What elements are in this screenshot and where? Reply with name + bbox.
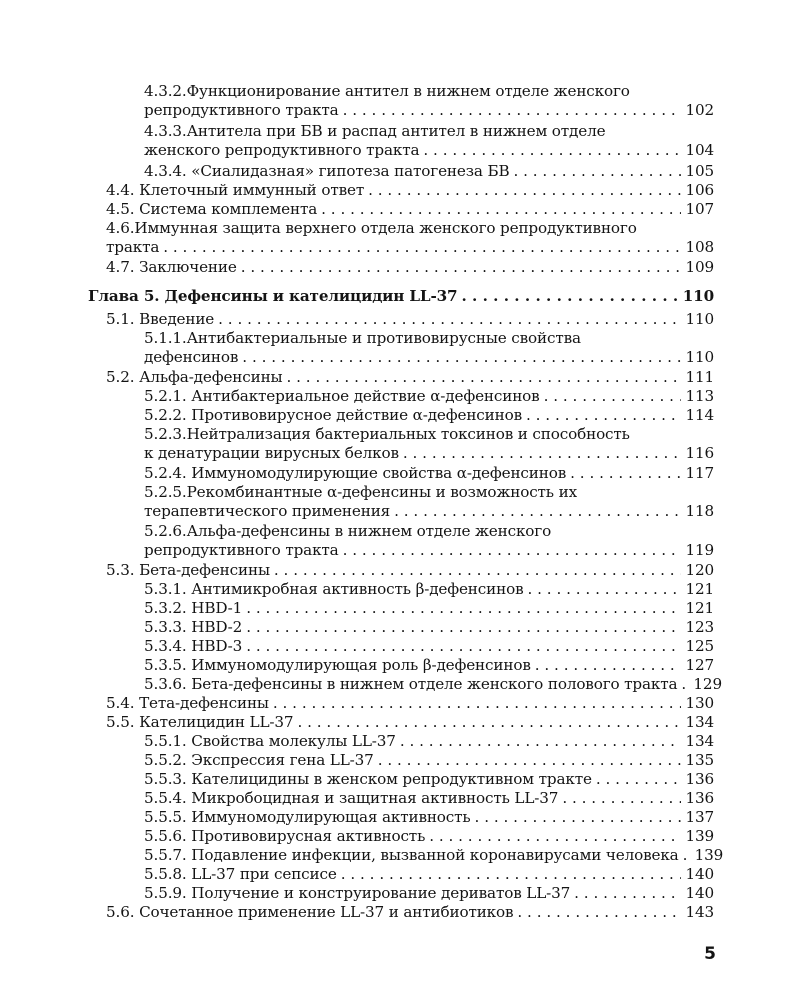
toc-entry-title: Кателицидины в женском репродуктивном тракте <box>191 770 592 788</box>
toc-entry-title: Нейтрализация бактериальных токсинов и способность <box>186 425 630 443</box>
toc-entry-number: 5.2.4. <box>144 464 187 482</box>
toc-entry-page: 111 <box>685 368 714 386</box>
toc-entry-number: 5.5.2. <box>144 751 187 769</box>
dot-leader <box>246 599 681 618</box>
toc-entry-number: 5.5.7. <box>144 846 187 864</box>
toc-entry-line <box>144 599 714 618</box>
toc-entry-page: 139 <box>685 827 714 845</box>
toc-entry-line <box>144 846 724 865</box>
toc-entry-continuation: дефенсинов <box>144 348 239 366</box>
toc-entry-line <box>106 903 714 922</box>
page-number: 5 <box>704 944 716 964</box>
toc-entry-line <box>144 162 714 181</box>
toc-entry-continuation: к денатурации вирусных белков <box>144 444 399 462</box>
toc-entry[interactable] <box>144 637 714 656</box>
toc-entry-last-line <box>144 541 714 560</box>
toc-entry-number: 4.4. <box>106 181 135 199</box>
toc-entry[interactable] <box>144 122 714 160</box>
toc-entry-line <box>144 751 714 770</box>
toc-entry[interactable] <box>106 368 714 387</box>
toc-entry-page: 119 <box>685 541 714 559</box>
toc-entry-first-line <box>144 329 714 348</box>
toc-entry-number: 5.3.3. <box>144 618 187 636</box>
toc-entry[interactable] <box>144 580 714 599</box>
toc-entry-title: Бета-дефенсины в нижнем отделе женского полового тракта <box>191 675 678 693</box>
dot-leader <box>343 541 682 560</box>
toc-entry-line <box>144 464 714 483</box>
dot-leader <box>544 387 682 406</box>
dot-leader <box>526 406 681 425</box>
toc-entry-title: Сочетанное применение LL-37 и антибиотиков <box>139 903 514 921</box>
toc-entry-page: 116 <box>685 444 714 462</box>
toc-entry[interactable] <box>106 713 714 732</box>
dot-leader <box>400 732 682 751</box>
toc-entry-number: 5.5.5. <box>144 808 187 826</box>
toc-entry-title: Противовирусное действие α-дефенсинов <box>191 406 522 424</box>
toc-entry-line <box>144 865 714 884</box>
dot-leader <box>562 789 681 808</box>
toc-entry-number: 5.5.6. <box>144 827 187 845</box>
toc-entry-page: 143 <box>685 903 714 921</box>
toc-entry-title: «Сиалидазная» гипотеза патогенеза БВ <box>191 162 510 180</box>
toc-entry-continuation: тракта <box>106 238 160 256</box>
toc-entry[interactable] <box>144 808 714 827</box>
toc-entry[interactable] <box>144 865 714 884</box>
toc-entry-number: 4.3.4. <box>144 162 187 180</box>
toc-entry-line <box>144 827 714 846</box>
dot-leader <box>163 238 681 257</box>
toc-entry[interactable] <box>106 694 714 713</box>
toc-entry-page: 121 <box>685 580 714 598</box>
toc-entry-line <box>106 258 714 277</box>
toc-entry-title: HBD-3 <box>191 637 243 655</box>
toc-entry-first-line <box>144 425 714 444</box>
dot-leader <box>321 200 681 219</box>
toc-entry-number: 4.5. <box>106 200 135 218</box>
toc-entry-line <box>106 310 714 329</box>
dot-leader <box>341 865 682 884</box>
dot-leader <box>517 903 681 922</box>
toc-entry-number: 5.5.1. <box>144 732 187 750</box>
toc-entry[interactable] <box>144 425 714 463</box>
toc-entry-number: 5.2.1. <box>144 387 187 405</box>
dot-leader <box>246 618 681 637</box>
toc-entry-page: 102 <box>685 101 714 119</box>
toc-entry-continuation: женского репродуктивного тракта <box>144 141 420 159</box>
toc-entry-title: Введение <box>139 310 215 328</box>
toc-entry-title: Иммуномодулирующие свойства α-дефенсинов <box>191 464 567 482</box>
toc-entry[interactable] <box>144 162 714 181</box>
toc-entry[interactable] <box>144 406 714 425</box>
toc-entry-page: 140 <box>685 865 714 883</box>
toc-entry[interactable] <box>144 770 714 789</box>
dot-leader <box>218 310 681 329</box>
toc-entry-continuation: репродуктивного тракта <box>144 101 339 119</box>
toc-entry[interactable] <box>144 732 714 751</box>
toc-entry-last-line <box>144 502 714 521</box>
toc-entry-line <box>144 656 714 675</box>
dot-leader <box>596 770 682 789</box>
toc-entry-number: 4.3.2. <box>144 82 187 100</box>
dot-leader <box>246 637 681 656</box>
dot-leader <box>403 444 682 463</box>
toc-entry-title: Получение и конструирование дериватов LL-37 <box>191 884 571 902</box>
toc-entry-number: 5.1. <box>106 310 135 328</box>
toc-entry-title: Бета-дефенсины <box>139 561 270 579</box>
toc-entry-line <box>144 580 714 599</box>
toc-entry-line <box>106 181 714 200</box>
toc-entry[interactable] <box>144 656 714 675</box>
toc-entry-number: 5.5.9. <box>144 884 187 902</box>
dot-leader <box>513 162 681 181</box>
toc-entry-number: 5.5.8. <box>144 865 187 883</box>
toc-entry-number: 5.2.6. <box>144 522 187 540</box>
toc-entry-line <box>144 637 714 656</box>
dot-leader <box>242 348 681 367</box>
toc-entry-title: Антитела при БВ и распад антител в нижнем отделе <box>186 122 606 140</box>
toc-entry-title: Заключение <box>139 258 237 276</box>
dot-leader <box>274 561 682 580</box>
toc-entry-page: 140 <box>685 884 714 902</box>
toc-entry-line <box>144 770 714 789</box>
toc-entry-title: Система комплемента <box>139 200 318 218</box>
toc-entry-line <box>106 368 714 387</box>
toc-entry[interactable] <box>144 522 714 560</box>
toc-entry[interactable] <box>144 483 714 521</box>
toc-entry[interactable] <box>144 329 714 367</box>
toc-entry-title: Иммунная защита верхнего отдела женского репродуктивного <box>134 219 637 237</box>
toc-entry-title: Подавление инфекции, вызванной коронавирусами человека <box>191 846 679 864</box>
toc-entry-page: 136 <box>685 789 714 807</box>
toc-entry-first-line <box>144 522 714 541</box>
toc-entry-number: 5.5.4. <box>144 789 187 807</box>
toc-entry-page: 120 <box>685 561 714 579</box>
dot-leader <box>461 287 678 306</box>
toc-entry-page: 110 <box>685 348 714 366</box>
toc-entry-line <box>144 884 714 903</box>
dot-leader <box>343 101 682 120</box>
dot-leader <box>574 884 681 903</box>
toc-entry-first-line <box>144 82 714 101</box>
toc-entry[interactable] <box>144 618 714 637</box>
toc-entry-line <box>106 200 714 219</box>
dot-leader <box>297 713 681 732</box>
toc-entry-last-line <box>106 238 714 257</box>
toc-entry-line <box>144 732 714 751</box>
toc-entry-title: Функционирование антител в нижнем отделе женского <box>186 82 630 100</box>
toc-entry-number: Глава 5. <box>88 287 160 305</box>
toc-entry-page: 109 <box>685 258 714 276</box>
toc-entry-page: 125 <box>685 637 714 655</box>
toc-entry-number: 5.3.2. <box>144 599 187 617</box>
toc-entry[interactable] <box>144 846 724 865</box>
toc-entry-title: LL-37 при сепсисе <box>191 865 337 883</box>
toc-entry-title: Дефенсины и кателицидин LL-37 <box>164 287 458 305</box>
toc-entry[interactable] <box>144 82 714 120</box>
toc-entry-page: 136 <box>685 770 714 788</box>
dot-leader <box>475 808 682 827</box>
toc-entry-title: Тета-дефенсины <box>139 694 269 712</box>
toc-entry-number: 4.6. <box>106 219 135 237</box>
toc-entry-page: 135 <box>685 751 714 769</box>
toc-entry-number: 5.3.1. <box>144 580 187 598</box>
toc-entry[interactable] <box>144 599 714 618</box>
toc-entry[interactable] <box>106 219 714 257</box>
dot-leader <box>683 846 691 865</box>
toc-entry-number: 4.3.3. <box>144 122 187 140</box>
toc-entry-line <box>144 808 714 827</box>
toc-entry-number: 5.2.3. <box>144 425 187 443</box>
toc-entry-page: 129 <box>693 675 722 693</box>
toc-entry-line <box>144 789 714 808</box>
toc-entry[interactable] <box>144 789 714 808</box>
toc-entry[interactable] <box>106 258 714 277</box>
dot-leader <box>527 580 681 599</box>
toc-entry-page: 123 <box>685 618 714 636</box>
toc-entry-number: 5.3.5. <box>144 656 187 674</box>
dot-leader <box>681 675 689 694</box>
toc-entry-number: 5.3.6. <box>144 675 187 693</box>
toc-entry-title: Альфа-дефенсины в нижнем отделе женского <box>186 522 552 540</box>
toc-entry-number: 5.3. <box>106 561 135 579</box>
toc-entry[interactable] <box>144 675 722 694</box>
toc-entry-number: 4.7. <box>106 258 135 276</box>
toc-entry-first-line <box>144 122 714 141</box>
dot-leader <box>287 368 682 387</box>
toc-entry-page: 108 <box>685 238 714 256</box>
toc-entry-line <box>106 694 714 713</box>
toc-entry-last-line <box>144 348 714 367</box>
toc-entry-number: 5.5.3. <box>144 770 187 788</box>
toc-entry-last-line <box>144 101 714 120</box>
toc-entry-title: Микробоцидная и защитная активность LL-37 <box>191 789 559 807</box>
toc-entry[interactable] <box>144 387 714 406</box>
toc-entry-page: 137 <box>685 808 714 826</box>
toc-entry-number: 5.2.2. <box>144 406 187 424</box>
toc-entry[interactable] <box>144 464 714 483</box>
toc-entry-page: 104 <box>685 141 714 159</box>
toc-entry-page: 110 <box>685 310 714 328</box>
toc-entry-line <box>144 406 714 425</box>
toc-entry-line <box>106 561 714 580</box>
toc-entry-page: 134 <box>685 732 714 750</box>
toc-entry-title: Экспрессия гена LL-37 <box>191 751 374 769</box>
dot-leader <box>423 141 681 160</box>
toc-entry-page: 113 <box>685 387 714 405</box>
toc-entry-last-line <box>144 444 714 463</box>
toc-entry-page: 134 <box>685 713 714 731</box>
dot-leader <box>241 258 682 277</box>
toc-entry-title: Кателицидин LL-37 <box>139 713 294 731</box>
toc-entry[interactable] <box>106 903 714 922</box>
toc-entry-title: Альфа-дефенсины <box>139 368 283 386</box>
toc-entry[interactable] <box>88 287 714 306</box>
toc-entry-number: 5.1.1. <box>144 329 187 347</box>
toc-entry-page: 130 <box>685 694 714 712</box>
dot-leader <box>394 502 681 521</box>
toc-entry-page: 121 <box>685 599 714 617</box>
toc-entry-line <box>144 675 722 694</box>
dot-leader <box>429 827 681 846</box>
toc-entry-title: Иммуномодулирующая роль β-дефенсинов <box>191 656 531 674</box>
toc-entry-number: 5.5. <box>106 713 135 731</box>
toc-entry-line <box>106 713 714 732</box>
toc-entry-page: 106 <box>685 181 714 199</box>
toc-entry-line <box>88 287 714 306</box>
toc-entry-title: HBD-2 <box>191 618 243 636</box>
toc-entry-title: Клеточный иммунный ответ <box>139 181 365 199</box>
toc-entry-number: 5.6. <box>106 903 135 921</box>
toc-entry-line <box>144 618 714 637</box>
toc-entry-title: Противовирусная активность <box>191 827 426 845</box>
toc-entry[interactable] <box>144 827 714 846</box>
dot-leader <box>378 751 682 770</box>
dot-leader <box>368 181 681 200</box>
toc-entry-page: 118 <box>685 502 714 520</box>
toc-entry-title: Антимикробная активность β-дефенсинов <box>191 580 524 598</box>
toc-entry[interactable] <box>106 310 714 329</box>
toc-entry-title: Рекомбинантные α-дефенсины и возможность их <box>186 483 577 501</box>
toc-entry-title: Иммуномодулирующая активность <box>191 808 471 826</box>
toc-entry-continuation: терапевтического применения <box>144 502 391 520</box>
toc-entry-title: Антибактериальное действие α-дефенсинов <box>191 387 540 405</box>
toc-entry-number: 5.4. <box>106 694 135 712</box>
dot-leader <box>535 656 682 675</box>
toc-entry-last-line <box>144 141 714 160</box>
toc-entry-first-line <box>106 219 714 238</box>
dot-leader <box>273 694 682 713</box>
toc-entry-title: Антибактериальные и противовирусные свойства <box>186 329 581 347</box>
toc-entry-page: 117 <box>685 464 714 482</box>
toc-entry-continuation: репродуктивного тракта <box>144 541 339 559</box>
toc-entry-page: 114 <box>685 406 714 424</box>
toc-entry-first-line <box>144 483 714 502</box>
dot-leader <box>570 464 681 483</box>
toc-entry-line <box>144 387 714 406</box>
toc-entry-title: Свойства молекулы LL-37 <box>191 732 396 750</box>
toc-entry-number: 5.3.4. <box>144 637 187 655</box>
toc-entry-page: 139 <box>694 846 724 864</box>
toc-entry[interactable] <box>106 561 714 580</box>
toc-entry[interactable] <box>106 200 714 219</box>
toc-entry[interactable] <box>106 181 714 200</box>
toc-entry-number: 5.2. <box>106 368 135 386</box>
toc-entry-number: 5.2.5. <box>144 483 187 501</box>
toc-entry-page: 105 <box>685 162 714 180</box>
toc-entry-page: 110 <box>682 287 714 305</box>
toc-entry-title: HBD-1 <box>191 599 243 617</box>
toc-entry-page: 127 <box>685 656 714 674</box>
toc-entry[interactable] <box>144 884 714 903</box>
toc-entry[interactable] <box>144 751 714 770</box>
toc-entry-page: 107 <box>685 200 714 218</box>
